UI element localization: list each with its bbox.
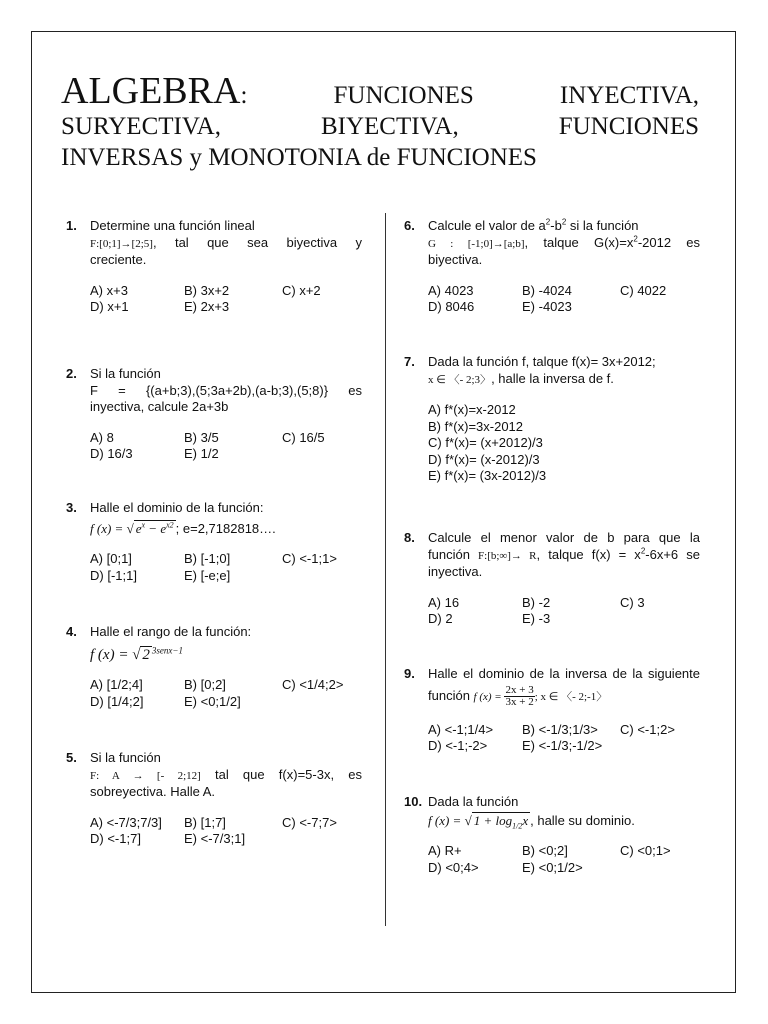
question-text-line2 — [90, 767, 362, 785]
option-a: A) <-1;1/4> — [428, 721, 494, 737]
option-e: E) -4023 — [522, 299, 572, 314]
left-column — [66, 218, 362, 848]
question-8 — [404, 530, 700, 666]
question-text-rest: , halle su dominio. — [530, 812, 635, 828]
option-c: C) <1/4;2> — [282, 677, 344, 692]
root-symbol: √ — [132, 646, 141, 663]
option-a: A) 8 — [90, 429, 114, 445]
question-text: Halle el dominio de la inversa de la siguiente — [428, 666, 700, 681]
option-c: C) <-1;2> — [620, 721, 675, 737]
question-text — [428, 218, 700, 235]
option-e: E) [-e;e] — [184, 567, 231, 583]
fraction — [504, 685, 534, 708]
question-text-a: Calcule el valor de a — [428, 218, 546, 233]
question-7 — [404, 354, 700, 530]
option-c: C) 3 — [620, 594, 645, 610]
question-text-line2 — [428, 235, 700, 253]
question-number: 6. — [404, 218, 415, 233]
question-text-line3: inyectiva. — [428, 564, 483, 579]
option-b: B) <-1/3;1/3> — [522, 721, 598, 737]
question-text-line3: inyectiva, calcule 2a+3b — [90, 399, 229, 414]
answer-options — [90, 677, 362, 710]
question-text-rest: , halle la inversa de f. — [491, 370, 614, 386]
question-number: 2. — [66, 366, 77, 381]
exponent-squared: 2 — [169, 520, 174, 530]
option-c: C) <0;1> — [620, 843, 671, 858]
domain-notation: x ∈ 〈- 2;3〉 — [428, 373, 492, 386]
right-column — [404, 218, 700, 876]
formula: f (x) = √ $1 + \log_{1/2}x$ , halle su dominio. — [428, 812, 635, 831]
question-text-rest: , talque f(x) = x — [536, 546, 641, 562]
option-b: B) -2 — [522, 594, 551, 610]
option-a: A) 4023 — [428, 282, 474, 298]
option-b: B) -4024 — [522, 282, 572, 298]
exponent-x: x — [141, 520, 146, 530]
question-3 — [66, 500, 362, 624]
title-line1-rest: FUNCIONES INYECTIVA, — [333, 82, 699, 109]
function-notation: F: A → [- 2;12] — [90, 769, 201, 782]
numerator: 2x + 3 — [505, 683, 534, 696]
question-number: 1. — [66, 218, 77, 233]
question-text-c: si la función — [566, 218, 639, 233]
option-a: A) 16 — [428, 594, 460, 610]
exponent: 2 — [633, 234, 638, 244]
question-number: 9. — [404, 666, 415, 681]
function-label: f (x) = — [90, 520, 127, 536]
question-text-pre: función — [428, 546, 479, 562]
function-notation: G : [-1;0]→[a;b] — [428, 237, 525, 250]
answer-options — [428, 283, 700, 316]
question-text-rest: tal que f(x)=5-3x, es — [215, 766, 362, 782]
radicand-x: x — [522, 812, 529, 828]
title-line3: INVERSAS y MONOTONIA de FUNCIONES — [61, 144, 537, 171]
root-exponent: 3senx−1 — [151, 645, 183, 656]
title-line2: SURYECTIVA, BIYECTIVA, FUNCIONES — [61, 113, 699, 140]
option-c: C) f*(x)= (x+2012)/3 — [428, 435, 543, 450]
option-e: E) 1/2 — [184, 446, 219, 461]
root-base: 2 — [142, 646, 150, 663]
question-10 — [404, 794, 700, 876]
radicand: 1 + log — [473, 812, 513, 828]
question-number: 8. — [404, 530, 415, 545]
option-e: E) <-7/3;1] — [184, 831, 246, 846]
answer-options — [90, 430, 362, 463]
option-e: E) <-1/3;-1/2> — [522, 738, 603, 753]
option-b: B) [1;7] — [184, 814, 226, 830]
option-c: C) x+2 — [282, 282, 321, 298]
question-text-rest: , tal que sea biyectiva y — [152, 234, 362, 250]
option-a: A) f*(x)=x-2012 — [428, 402, 516, 417]
option-d: D) <-1;-2> — [428, 738, 488, 753]
question-text-line3: sobreyectiva. Halle A. — [90, 784, 216, 799]
option-b: B) 3x+2 — [184, 282, 230, 298]
question-4 — [66, 624, 362, 750]
radicand-minus: − e — [145, 520, 167, 536]
answer-options — [428, 722, 700, 755]
option-d: D) [-1;1] — [90, 567, 137, 583]
option-a: A) R+ — [428, 843, 462, 858]
formula — [428, 685, 700, 708]
domain-notation: ; x ∈ 〈- 2;-1〉 — [534, 690, 608, 703]
option-e: E) <0;1/2> — [522, 859, 583, 875]
answer-options — [90, 551, 362, 584]
question-text: Si la función — [90, 750, 161, 765]
question-text: Dada la función f, talque f(x)= 3x+2012; — [428, 354, 656, 369]
formula: f (x) = √ $e^x - e^{x2}$ ; e=2,7182818…. — [90, 520, 276, 536]
answer-options — [90, 283, 362, 316]
question-number: 7. — [404, 354, 415, 369]
option-d: D) 16/3 — [90, 446, 133, 461]
page-title — [61, 70, 699, 173]
question-text-pre: función — [428, 687, 474, 703]
function-label: f (x) = — [90, 646, 133, 663]
answer-options — [90, 815, 362, 848]
denominator: 3x + 2 — [505, 695, 534, 708]
question-text-line3: creciente. — [90, 252, 147, 267]
option-d: D) 2 — [428, 611, 453, 626]
option-e: E) f*(x)= (3x-2012)/3 — [428, 468, 547, 483]
option-d: D) <-1;7] — [90, 831, 141, 846]
question-number: 4. — [66, 624, 77, 639]
title-colon: : — [240, 82, 248, 109]
option-b: B) 3/5 — [184, 429, 219, 445]
radicand-e: e — [135, 520, 142, 536]
question-text-rest: , talque G(x)=x — [524, 234, 634, 250]
answer-options — [428, 595, 700, 628]
option-c: C) 4022 — [620, 282, 667, 298]
question-number: 5. — [66, 750, 77, 765]
option-b: B) <0;2] — [522, 843, 568, 858]
option-b: B) f*(x)=3x-2012 — [428, 418, 524, 434]
question-number: 3. — [66, 500, 77, 515]
exponent: 2 — [640, 546, 646, 556]
question-text-b: -b — [550, 218, 562, 233]
option-e: E) -3 — [522, 611, 551, 626]
option-c: C) 16/5 — [282, 429, 325, 445]
question-text-rest-b: -6x+6 se — [645, 546, 700, 562]
option-d: D) <0;4> — [428, 859, 479, 875]
question-text-line2: F = {(a+b;3),(5;3a+2b),(a-b;3),(5;8)} es — [90, 382, 362, 398]
formula — [90, 647, 362, 664]
option-a: A) <-7/3;7/3] — [90, 814, 162, 830]
question-5 — [66, 750, 362, 848]
question-number: 10. — [404, 794, 423, 809]
question-text-line2 — [428, 371, 700, 389]
option-a: A) [0;1] — [90, 551, 132, 566]
question-text: Halle el rango de la función: — [90, 624, 252, 639]
question-6 — [404, 218, 700, 354]
function-label: f (x) = — [473, 690, 505, 703]
formula-tail: ; e=2,7182818…. — [175, 520, 276, 536]
log-base: 1/2 — [512, 821, 523, 831]
question-text: Determine una función lineal — [90, 218, 255, 233]
question-text: Halle el dominio de la función: — [90, 500, 264, 515]
question-text: Si la función — [90, 366, 161, 381]
option-d: D) f*(x)= (x-2012)/3 — [428, 451, 540, 467]
option-b: B) [-1;0] — [184, 551, 231, 566]
answer-options — [428, 402, 700, 485]
question-text: Calcule el menor valor de b para que la — [428, 530, 700, 545]
option-c: C) <-7;7> — [282, 814, 337, 830]
option-d: D) 8046 — [428, 299, 475, 314]
question-text: Dada la función — [428, 794, 519, 809]
exponent: 2 — [561, 217, 567, 227]
answer-options — [428, 843, 700, 876]
exponent-x-squared: x — [166, 520, 170, 530]
option-c: C) <-1;1> — [282, 551, 337, 566]
function-label: f (x) = — [428, 812, 465, 828]
question-text-line2 — [90, 235, 362, 253]
option-d: D) [1/4;2] — [90, 693, 144, 709]
option-d: D) x+1 — [90, 299, 129, 314]
option-b: B) [0;2] — [184, 677, 226, 692]
question-2 — [66, 366, 362, 500]
title-algebra: ALGEBRA — [61, 70, 241, 112]
option-a: A) x+3 — [90, 282, 128, 298]
function-notation: F:[0;1]→[2;5] — [90, 237, 153, 250]
exponent: 2 — [545, 217, 551, 227]
option-a: A) [1/2;4] — [90, 677, 143, 692]
option-e: E) 2x+3 — [184, 299, 230, 314]
function-notation: F:[b;∞]→ R — [478, 549, 537, 562]
question-text-line3: biyectiva. — [428, 252, 483, 267]
question-9 — [404, 666, 700, 794]
question-text-line2 — [428, 547, 700, 565]
question-1 — [66, 218, 362, 366]
option-e: E) <0;1/2] — [184, 693, 241, 709]
question-text-rest-b: -2012 es — [637, 234, 701, 250]
column-divider — [385, 213, 386, 926]
